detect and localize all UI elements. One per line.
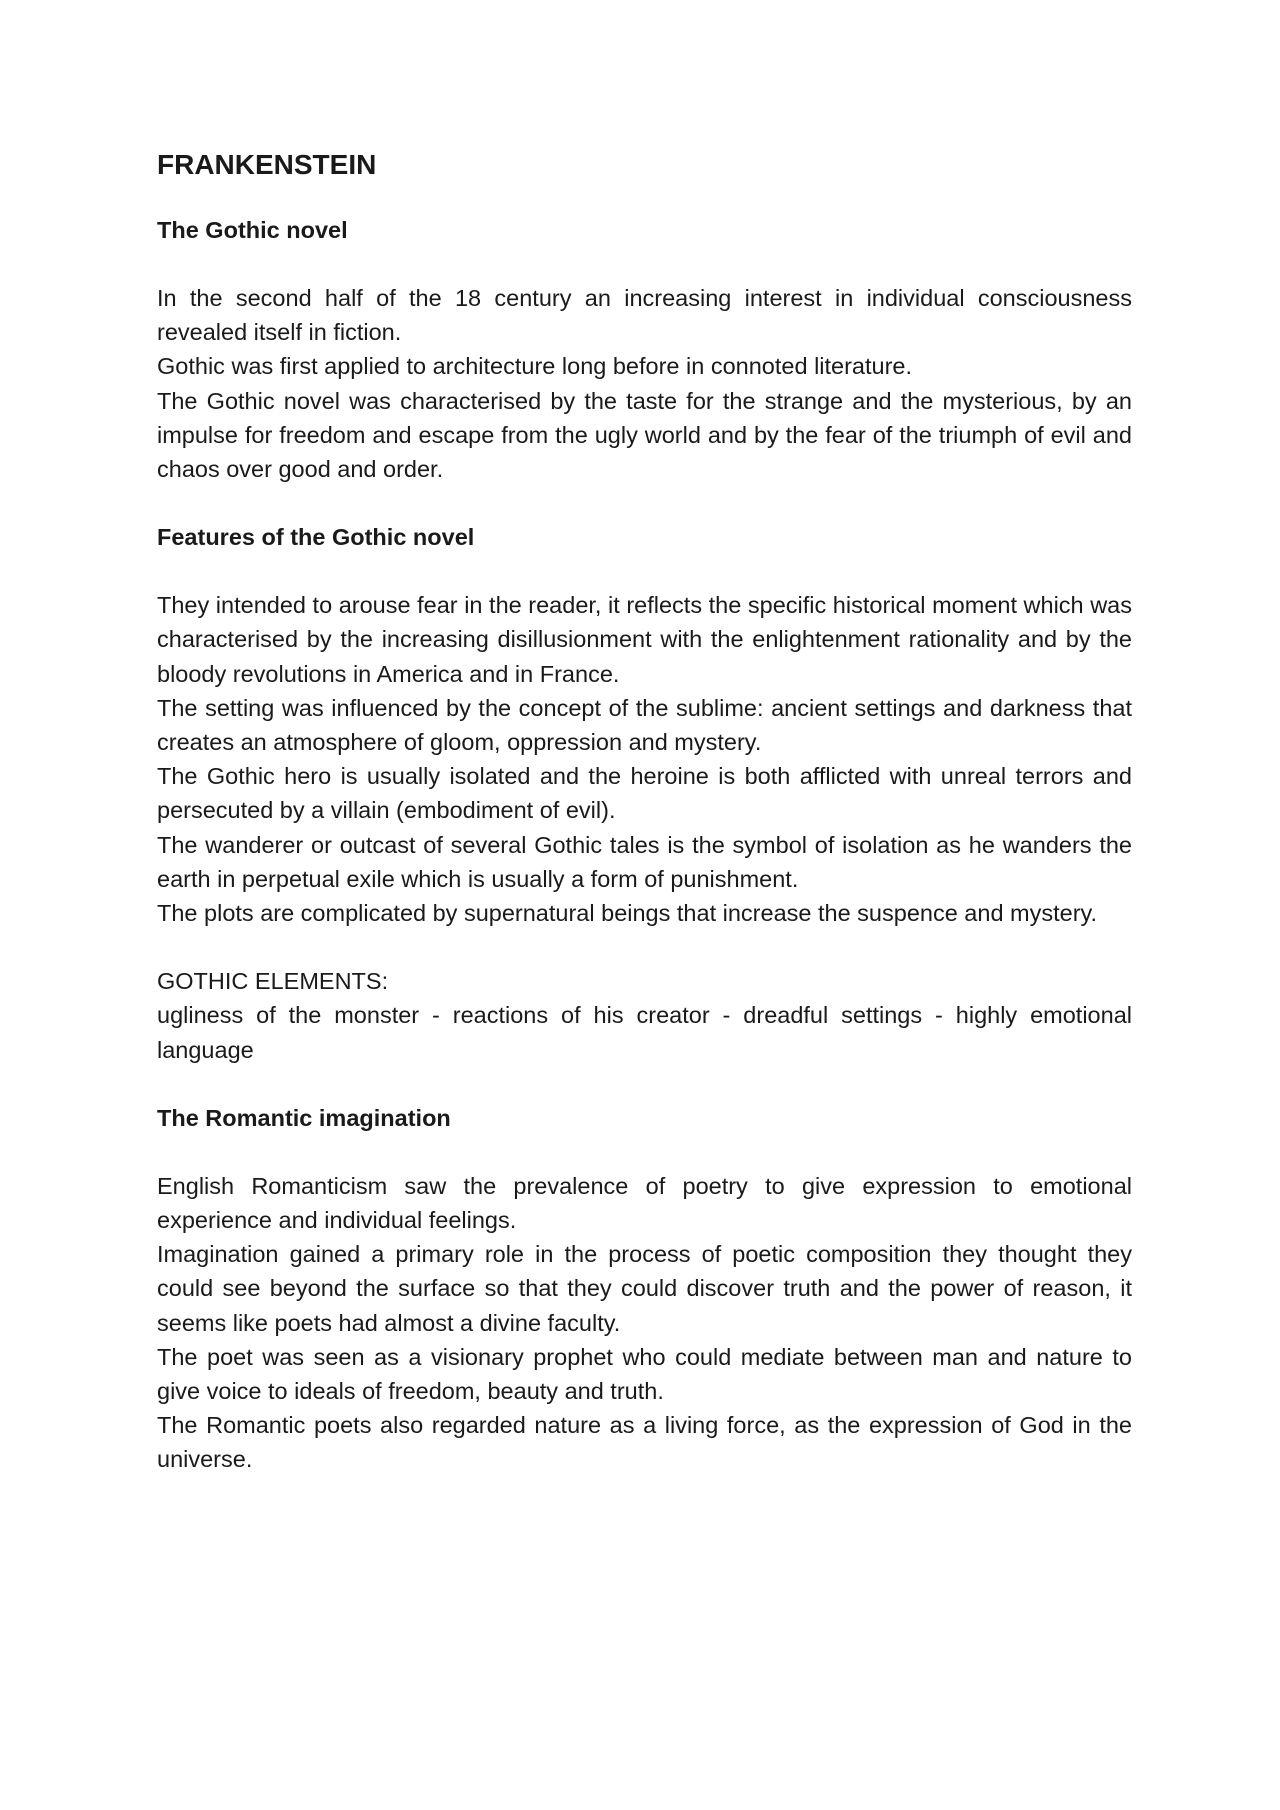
paragraph: The poet was seen as a visionary prophet who could mediate between man and nature to give voice to ideals of freedom, beauty and truth. (157, 1343, 1132, 1405)
paragraph: The plots are complicated by supernatural beings that increase the suspence and mystery. (157, 900, 1098, 927)
paragraph: Imagination gained a primary role in the process of poetic composition they thought they could see beyond the surface so that they could discover truth and the power of reason, it seems like poets had almost a divine faculty. (157, 1241, 1132, 1336)
section-romantic-imagination (157, 1101, 1132, 1477)
paragraph: The setting was influenced by the concept of the sublime: ancient settings and darkness that creates an atmosphere of gloom, oppression and mystery. (157, 694, 1132, 756)
paragraph: The Romantic poets also regarded nature as a living force, as the expression of God in the universe. (157, 1412, 1132, 1473)
section-heading: The Romantic imagination (157, 1104, 451, 1131)
section-gothic-novel (157, 213, 1132, 486)
gothic-elements-label: GOTHIC ELEMENTS: (157, 968, 389, 995)
section-features (157, 520, 1132, 930)
document-title: FRANKENSTEIN (157, 149, 377, 180)
paragraph: The Gothic hero is usually isolated and the heroine is both afflicted with unreal terrors and persecuted by a villain (embodiment of evil). (157, 763, 1132, 824)
section-heading: The Gothic novel (157, 217, 348, 243)
paragraph: English Romanticism saw the prevalence of poetry to give expression to emotional experience and individual feelings. (157, 1172, 1132, 1234)
paragraph: ugliness of the monster - reactions of his creator - dreadful settings - highly emotional language (157, 1002, 1132, 1063)
paragraph: Gothic was first applied to architecture long before in connoted literature. (157, 353, 913, 380)
paragraph: In the second half of the 18 century an increasing interest in individual consciousness revealed itself in fiction. (157, 285, 1132, 346)
section-heading: Features of the Gothic novel (157, 524, 475, 551)
paragraph: The Gothic novel was characterised by the taste for the strange and the mysterious, by an impulse for freedom and escape from the ugly world and by the fear of the triumph of evil and chaos over good and order. (157, 387, 1132, 483)
section-gothic-elements (157, 964, 1132, 1067)
paragraph: The wanderer or outcast of several Gothic tales is the symbol of isolation as he wanders the earth in perpetual exile which is usually a form of punishment. (157, 831, 1132, 892)
document-page (157, 148, 1132, 1511)
paragraph: They intended to arouse fear in the reader, it reflects the specific historical moment which was characterised by the increasing disillusionment with the enlightenment rationality and by the bloody revolutions in America and in France. (157, 592, 1132, 687)
